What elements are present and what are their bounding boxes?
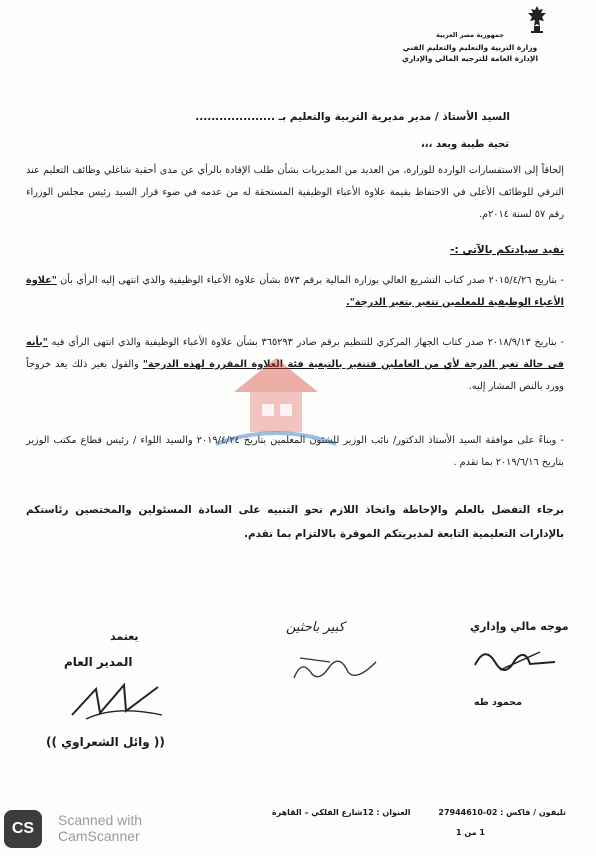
- ministry-header: [370, 30, 570, 65]
- camscanner-line-1: Scanned with: [58, 812, 143, 828]
- point-1-text: - بتاريخ ٢٠١٥/٤/٢٦ صدر كتاب التشريع العالي بوزارة المالية برقم ٥٧٣ بشأن علاوة الأعباء الوظيفية والذي انتهى إليه الرأي بأن: [56, 275, 565, 286]
- camscanner-watermark: [58, 812, 142, 844]
- site-watermark-logo: [206, 352, 346, 462]
- greeting-line: تحية طيبة وبعد ،،،: [421, 139, 509, 150]
- finance-signature-icon: [470, 640, 560, 680]
- point-2-emphasis: "بأنه في حالة تغير الدرجة لأي من العاملين فتتغير بالتبعية فئة العلاوة المقررة لهذه الدرجة": [26, 337, 564, 370]
- approved-label: يعتمد: [110, 630, 139, 643]
- point-2-tail: والقول بغير ذلك يعد خروجاً وورد بالنص المشار إليه.: [26, 359, 564, 392]
- finance-supervisor-title: موجه مالي وإداري: [470, 620, 569, 633]
- chief-signature-icon: [290, 648, 380, 688]
- page-number: 1 من 1: [456, 828, 485, 837]
- addressee-line: السيد الأستاذ / مدير مديرية التربية والتعليم بـ ....................: [195, 111, 510, 123]
- header-ministry: وزارة التربية والتعليم والتعليم الفني: [402, 42, 538, 52]
- general-manager-signature-icon: [66, 675, 166, 725]
- intro-paragraph: إلحاقاً إلى الاستفسارات الواردة للوزارة، من العديد من المديريات بشأن طلب الإفادة بالرأي عن مدى أحقية شاغلي وظائف التعليم عند الترقي للوظائف الأعلى في الاحتفاظ بقيمة علاوة الأعباء الوظيفية المستحقة له من عدمه في ضوء قرار السيد رئيس مجلس الوزراء رقم ٥٧ لسنة ٢٠١٤م.: [26, 165, 564, 220]
- general-manager-title: المدير العام: [64, 655, 133, 669]
- closing-paragraph: برجاء التفضل بالعلم والإحاطة واتخاذ اللازم نحو التنبيه على السادة المسئولين والمختصين رئاستكم بالإدارات التعليمية التابعة لمديريتكم الموقرة بالالتزام بما تقدم.: [26, 504, 564, 540]
- chief-researcher-handwritten: كبير باحثين: [286, 620, 345, 635]
- camscanner-logo-icon: CS: [4, 810, 42, 848]
- point-3: - وبناءً على موافقة السيد الأستاذ الدكتور/ نائب الوزير للشئون المعلمين بتاريخ ٢٠١٩/٤/٢٤ والسيد اللواء / رئيس قطاع مكتب الوزير بتاريخ ٢٠١٩/٦/١٦ بما تقدم .: [26, 435, 564, 468]
- point-1-emphasis: "علاوة الأعباء الوظيفية للمعلمين تتغير بتغير الدرجة".: [26, 275, 564, 308]
- header-department: الإدارة العامة للترجيه المالي والإداري: [401, 54, 539, 63]
- footer-address: العنوان : 12شارع الفلكي – القاهرة: [271, 808, 411, 817]
- camscanner-line-2: CamScanner: [58, 828, 140, 844]
- general-manager-name: (( وائل الشعراوي )): [46, 735, 165, 749]
- footer-phone: تليفون / فاكس : 02-27944610: [438, 808, 566, 817]
- finance-supervisor-name: محمود طه: [474, 697, 522, 708]
- point-2-text: - بتاريخ ٢٠١٨/٩/١٣ صدر كتاب الجهاز المركزي للتنظيم برقم صادر ٣٦٥٢٩٣ بشأن علاوة الأعباء الوظيفية والذي انتهى الرأي فيه: [47, 337, 564, 348]
- header-country: جمهورية مصر العربية: [436, 31, 504, 39]
- subheading: نفيد سيادتكم بالآتي :-: [450, 244, 564, 256]
- point-1: [26, 270, 564, 314]
